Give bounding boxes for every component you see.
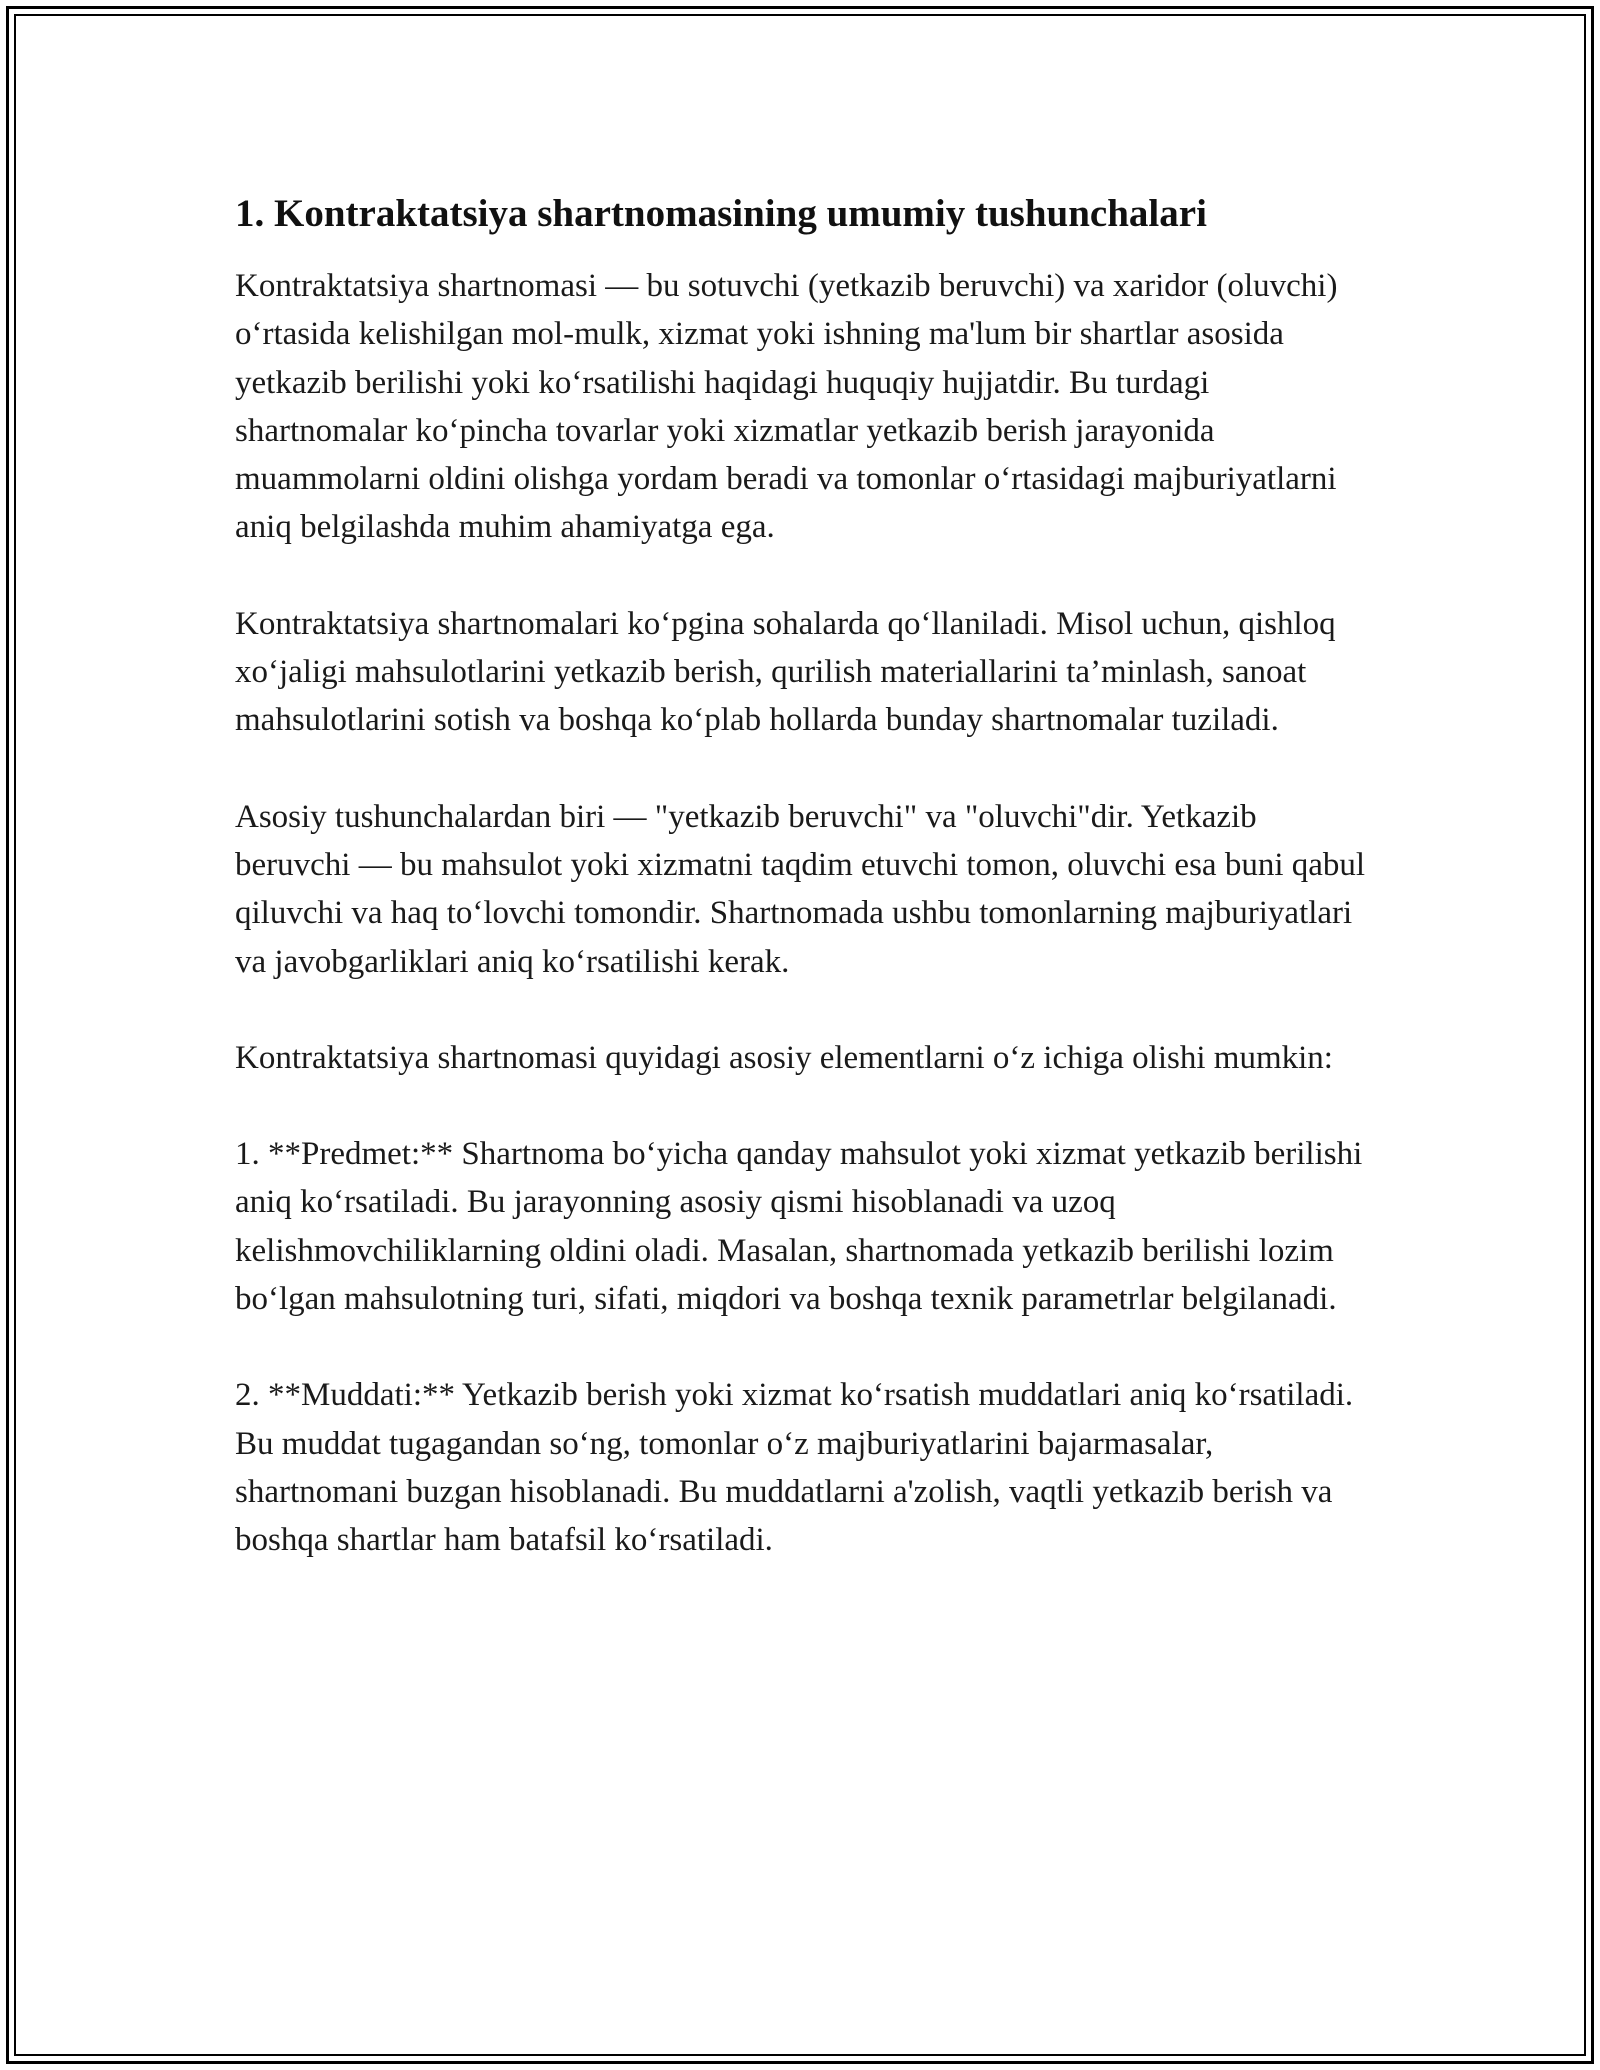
list-item-predmet: 1. **Predmet:** Shartnoma boʻyicha qanday mahsulot yoki xizmat yetkazib berilishi aniq koʻrsatiladi. Bu jarayonning asosiy qismi hisoblanadi va uzoq kelishmovchiliklarning oldini oladi. Masalan, shartnomada yetkazib berilishi lozim boʻlgan mahsulotning turi, sifati, miqdori va boshqa texnik parametrlar belgilanadi.	[235, 1136, 1363, 1318]
paragraph-usage: Kontraktatsiya shartnomalari koʻpgina sohalarda qoʻllaniladi. Misol uchun, qishloq xoʻjaligi mahsulotlarini yetkazib berish, qurilish materiallarini ta’minlash, sanoat mahsulotlarini sotish va boshqa koʻplab hollarda bunday shartnomalar tuziladi.	[235, 605, 1336, 739]
paragraph-parties: Asosiy tushunchalardan biri — "yetkazib beruvchi" va "oluvchi"dir. Yetkazib beruvchi — bu mahsulot yoki xizmatni taqdim etuvchi tomon, oluvchi esa buni qabul qiluvchi va haq toʻlovchi tomondir. Shartnomada ushbu tomonlarning majburiyatlari va javobgarliklari aniq koʻrsatilishi kerak.	[235, 798, 1366, 980]
paragraph-definition: Kontraktatsiya shartnomasi — bu sotuvchi (yetkazib beruvchi) va xaridor (oluvchi) oʻrtasida kelishilgan mol-mulk, xizmat yoki ishning ma'lum bir shartlar asosida yetkazib berilishi yoki koʻrsatilishi haqidagi huquqiy hujjatdir. Bu turdagi shartnomalar koʻpincha tovarlar yoki xizmatlar yetkazib berish jarayonida muammolarni oldini olishga yordam beradi va tomonlar oʻrtasidagi majburiyatlarni aniq belgilashda muhim ahamiyatga ega.	[235, 268, 1338, 546]
list-item-muddati: 2. **Muddati:** Yetkazib berish yoki xizmat koʻrsatish muddatlari aniq koʻrsatiladi. Bu muddat tugagandan soʻng, tomonlar oʻz majburiyatlarini bajarmasalar, shartnomani buzgan hisoblanadi. Bu muddatlarni a'zolish, vaqtli yetkazib berish va boshqa shartlar ham batafsil koʻrsatiladi.	[235, 1377, 1354, 1559]
document-body	[235, 188, 1375, 1613]
document-title: 1. Kontraktatsiya shartnomasining umumiy tushunchalari	[235, 192, 1207, 235]
paragraph-elements-intro: Kontraktatsiya shartnomasi quyidagi asosiy elementlarni oʻz ichiga olishi mumkin:	[235, 1039, 1333, 1076]
